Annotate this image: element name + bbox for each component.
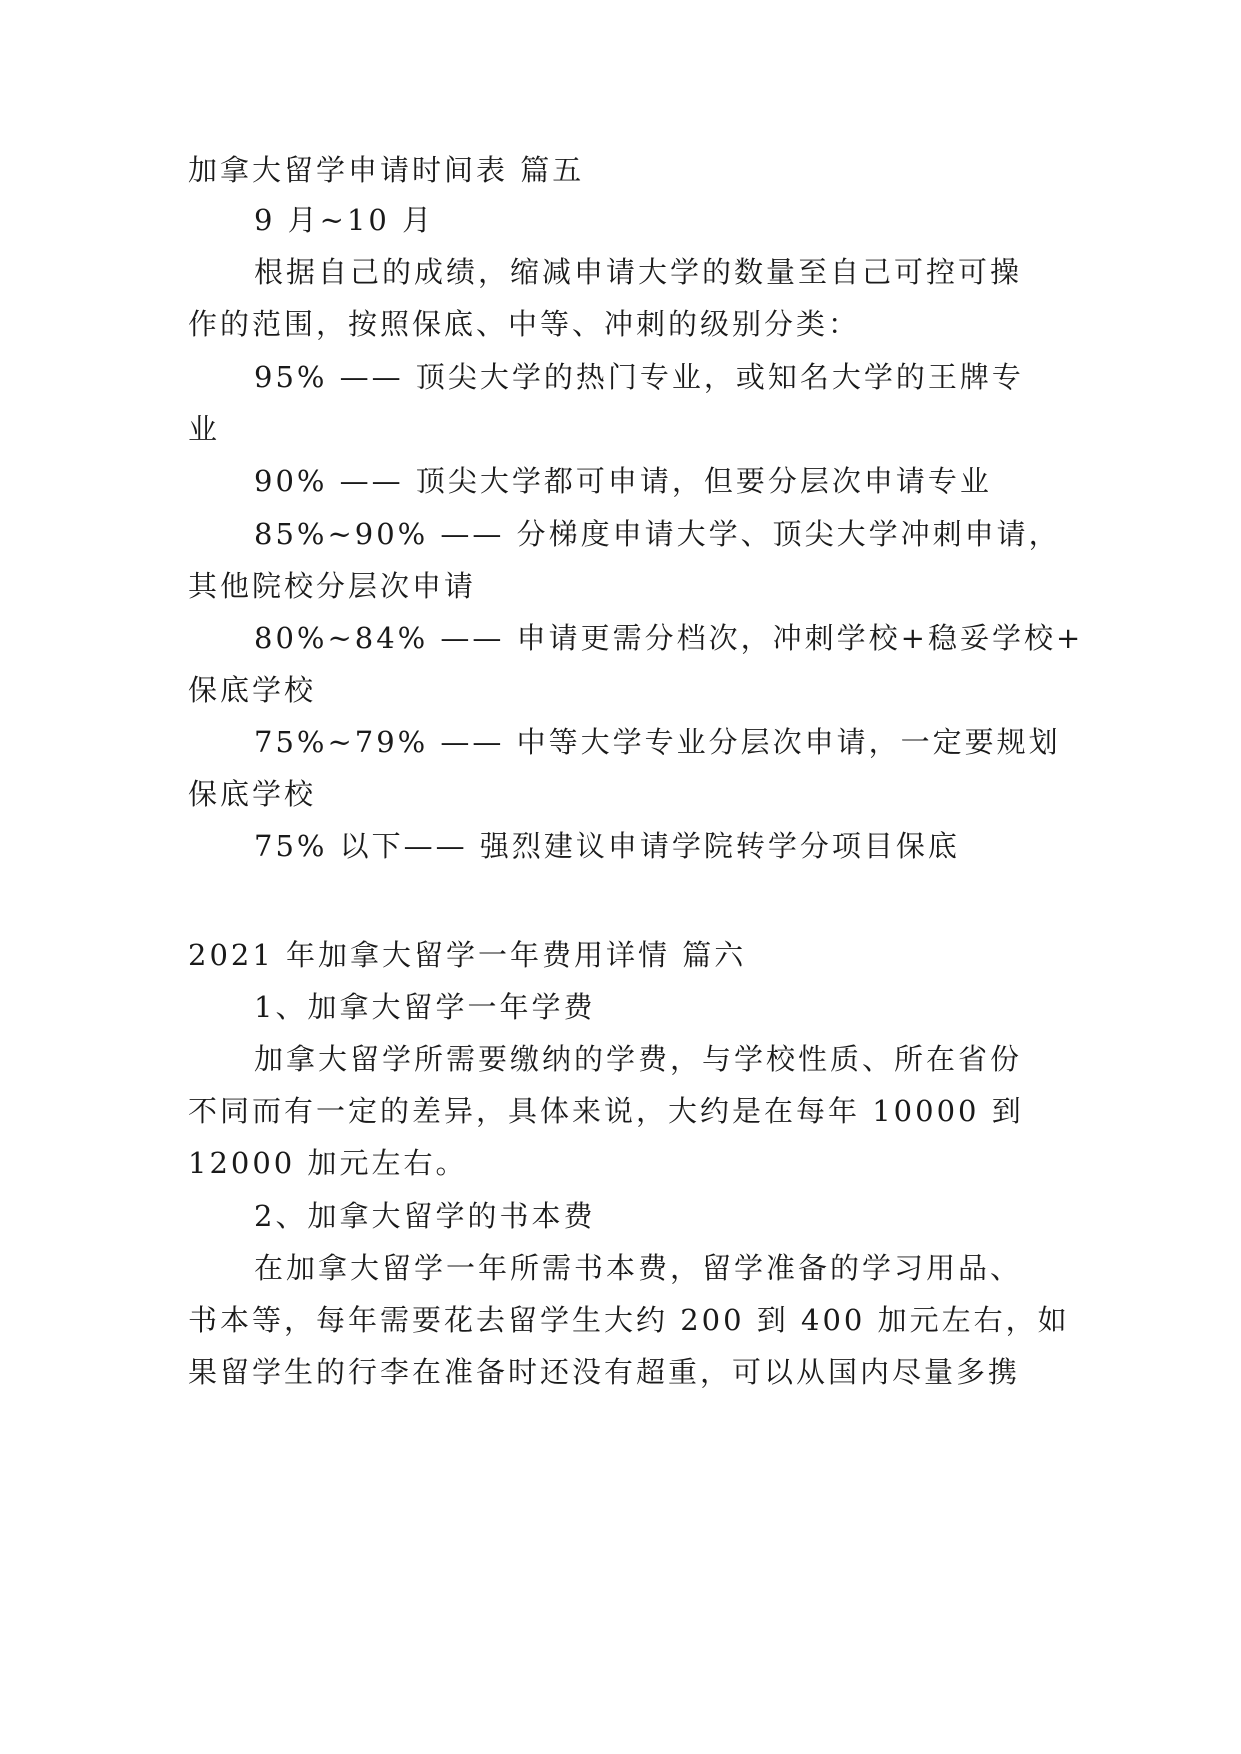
paragraph-line: 不同而有一定的差异，具体来说，大约是在每年 10000 到 xyxy=(188,1094,1024,1128)
paragraph-line: 作的范围，按照保底、中等、冲刺的级别分类： xyxy=(188,307,861,341)
tier-line: 其他院校分层次申请 xyxy=(188,569,477,603)
tier-line: 85%~90% —— 分梯度申请大学、顶尖大学冲刺申请， xyxy=(254,517,1061,551)
paragraph-line: 书本等，每年需要花去留学生大约 200 到 400 加元左右，如 xyxy=(188,1303,1070,1337)
paragraph-line: 根据自己的成绩，缩减申请大学的数量至自己可控可操 xyxy=(254,255,1023,289)
tier-line: 保底学校 xyxy=(188,673,317,707)
paragraph-line: 加拿大留学所需要缴纳的学费，与学校性质、所在省份 xyxy=(254,1042,1023,1076)
paragraph-line: 12000 加元左右。 xyxy=(188,1146,468,1180)
paragraph-line: 果留学生的行李在准备时还没有超重，可以从国内尽量多携 xyxy=(188,1355,1021,1389)
section-heading: 加拿大留学申请时间表 篇五 xyxy=(188,153,585,187)
tier-line: 保底学校 xyxy=(188,777,317,811)
tier-line: 75% 以下—— 强烈建议申请学院转学分项目保底 xyxy=(254,829,960,863)
item-title: 1、加拿大留学一年学费 xyxy=(254,990,596,1024)
tier-line: 95% —— 顶尖大学的热门专业，或知名大学的王牌专 xyxy=(254,360,1024,394)
section-heading: 2021 年加拿大留学一年费用详情 篇六 xyxy=(188,938,747,972)
tier-line: 业 xyxy=(188,412,221,446)
item-title: 2、加拿大留学的书本费 xyxy=(254,1199,596,1233)
tier-line: 75%~79% —— 中等大学专业分层次申请，一定要规划 xyxy=(254,725,1061,759)
paragraph-line: 在加拿大留学一年所需书本费，留学准备的学习用品、 xyxy=(254,1251,1023,1285)
tier-line: 90% —— 顶尖大学都可申请，但要分层次申请专业 xyxy=(254,464,992,498)
tier-line: 80%~84% —— 申请更需分档次，冲刺学校+稳妥学校+ xyxy=(254,621,1084,655)
period-label: 9 月~10 月 xyxy=(254,203,435,237)
